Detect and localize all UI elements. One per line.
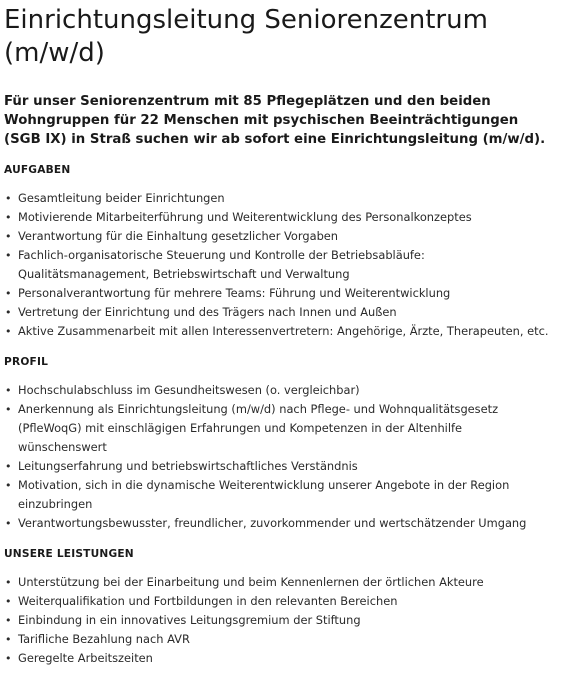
list-item: • Motivierende Mitarbeiterführung und Weiterentwicklung des Personalkonzeptes [4,208,554,227]
page-title: Einrichtungsleitung Seniorenzentrum (m/w/d) [4,5,488,68]
section-heading: UNSERE LEISTUNGEN [4,548,134,560]
list-item: • Verantwortung für die Einhaltung gesetzlicher Vorgaben [4,227,554,246]
list-item: • Unterstützung bei der Einarbeitung und beim Kennenlernen der örtlichen Akteure [4,573,554,592]
profile-list [4,381,554,533]
list-item: • Aktive Zusammenarbeit mit allen Interessenvertretern: Angehörige, Ärzte, Therapeuten, etc. [4,322,554,341]
list-item: • Weiterqualifikation und Fortbildungen in den relevanten Bereichen [4,592,554,611]
list-item: • Einbindung in ein innovatives Leitungsgremium der Stiftung [4,611,554,630]
benefits-list [4,573,554,668]
list-item: • Motivation, sich in die dynamische Weiterentwicklung unserer Angebote in der Region einzubringen [4,476,554,514]
list-item: • Hochschulabschluss im Gesundheitswesen (o. vergleichbar) [4,381,554,400]
section-heading: AUFGABEN [4,164,71,176]
list-item: • Verantwortungsbewusster, freundlicher, zuvorkommender und wertschätzender Umgang [4,514,554,533]
list-item: • Leitungserfahrung und betriebswirtschaftliches Verständnis [4,457,554,476]
list-item: • Personalverantwortung für mehrere Teams: Führung und Weiterentwicklung [4,284,554,303]
list-item: • Geregelte Arbeitszeiten [4,649,554,668]
list-item: • Gesamtleitung beider Einrichtungen [4,189,554,208]
list-item: • Anerkennung als Einrichtungsleitung (m/w/d) nach Pflege- und Wohnqualitätsgesetz (PfleWoqG) mit einschlägigen Erfahrungen und Kompetenzen in der Altenhilfe wünschenswert [4,400,554,457]
section-leistungen [4,547,554,668]
list-item: • Tarifliche Bezahlung nach AVR [4,630,554,649]
list-item: • Fachlich-organisatorische Steuerung und Kontrolle der Betriebsabläufe: Qualitätsmanagement, Betriebswirtschaft und Verwaltung [4,246,554,284]
section-aufgaben [4,163,554,341]
task-list [4,189,554,341]
section-heading: PROFIL [4,356,49,368]
section-profil [4,355,554,533]
list-item: • Vertretung der Einrichtung und des Trägers nach Innen und Außen [4,303,554,322]
intro-paragraph: Für unser Seniorenzentrum mit 85 Pflegeplätzen und den beiden Wohngruppen für 22 Menschen mit psychischen Beeinträchtigungen (SGB IX) in Straß suchen wir ab sofort eine Einrichtungsleitung (m/w/d). [4,94,546,147]
